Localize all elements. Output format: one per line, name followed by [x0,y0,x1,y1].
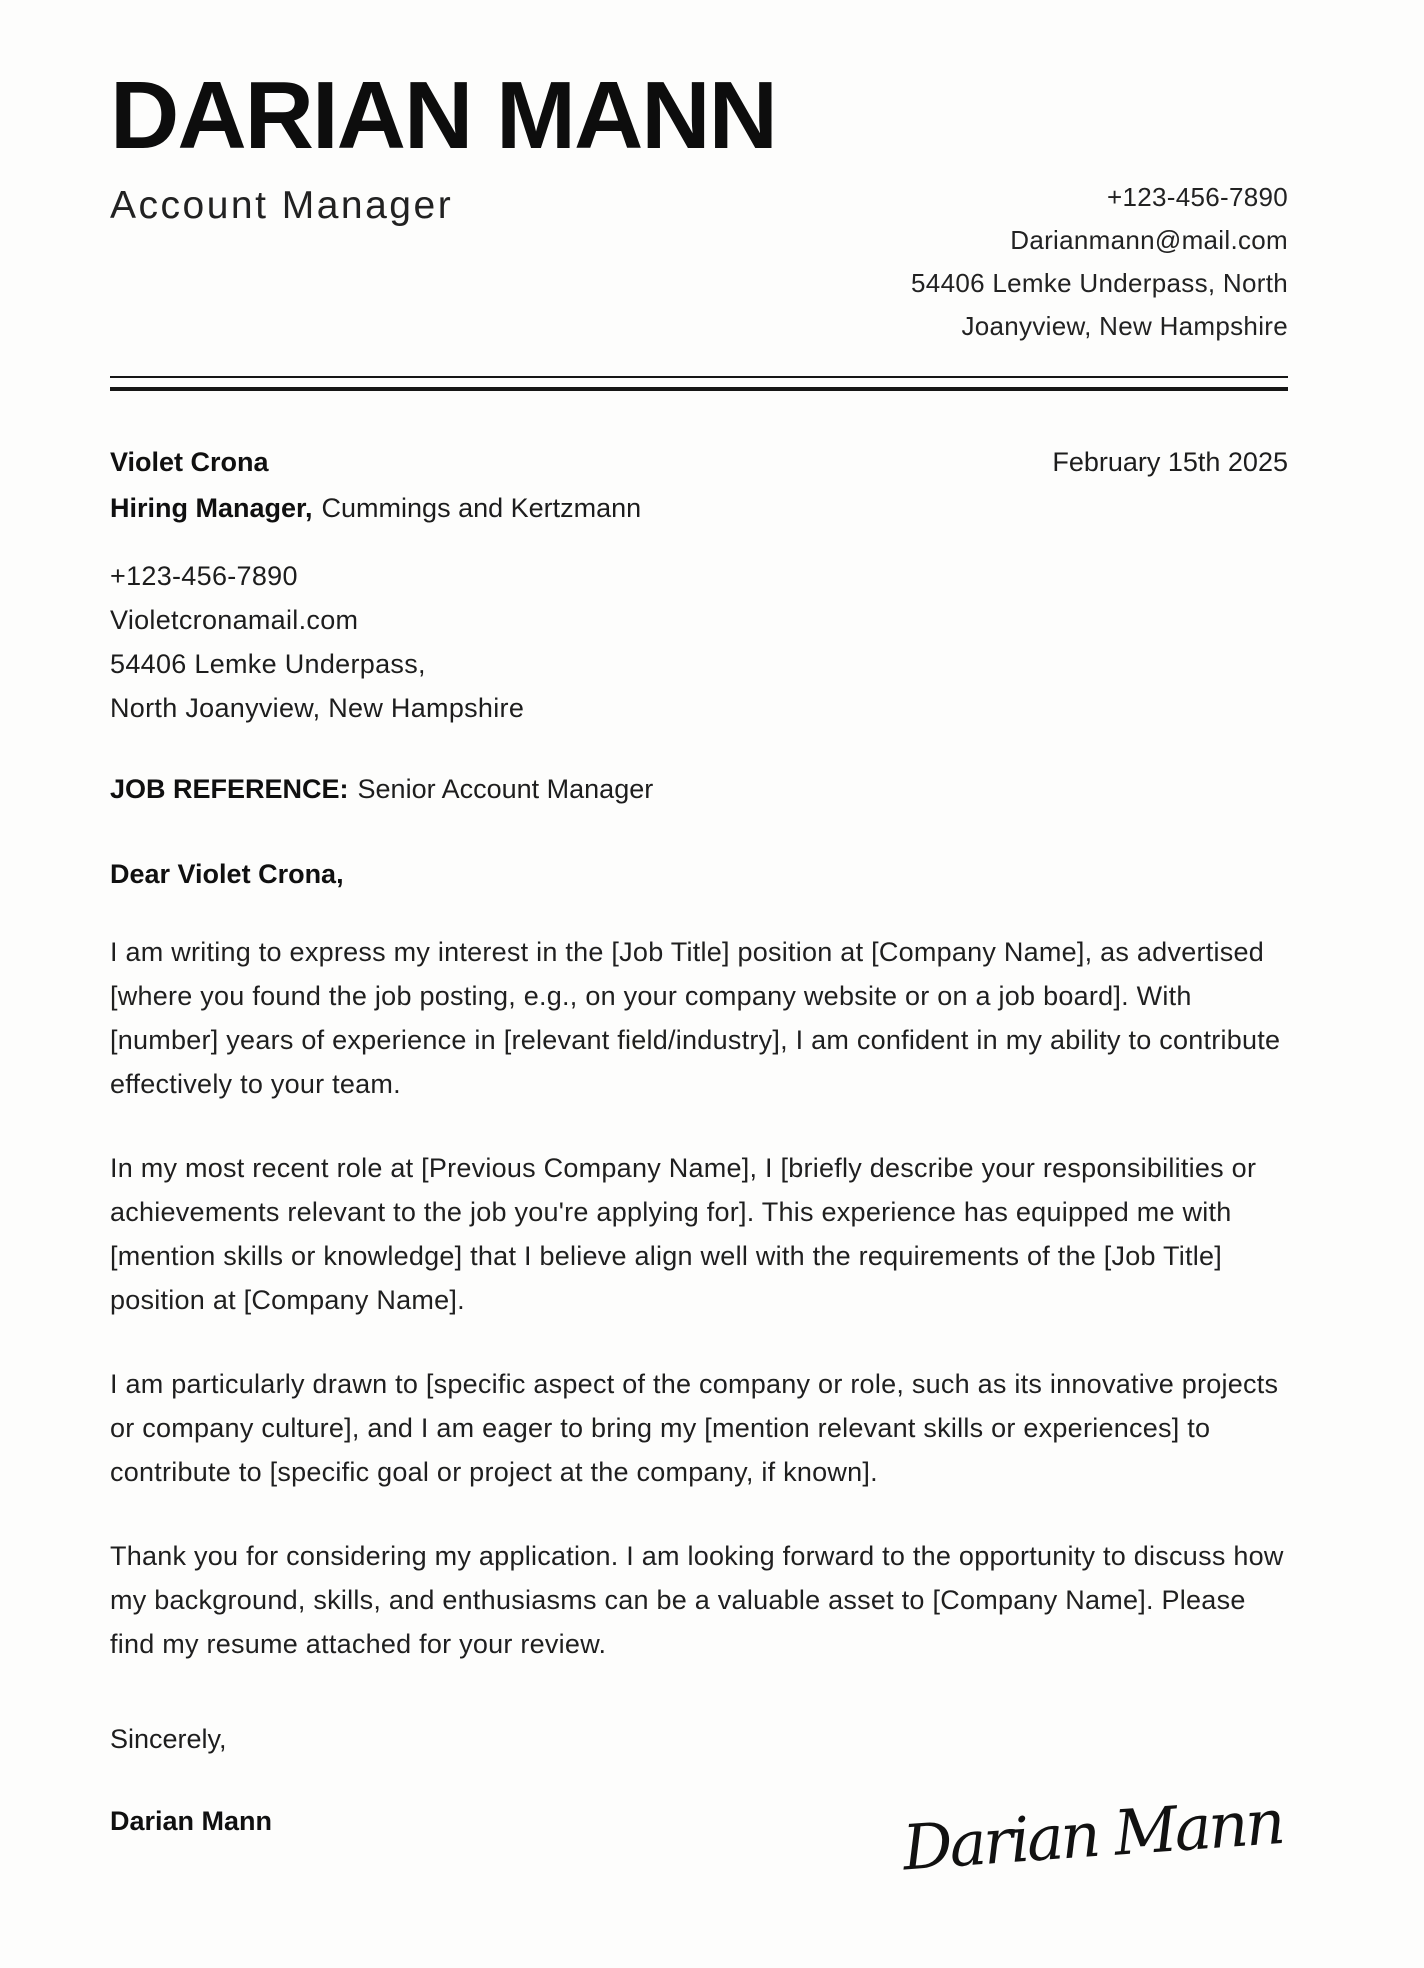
signature-printed-name: Darian Mann [110,1806,273,1836]
applicant-job-title: Account Manager [110,184,454,227]
applicant-contact-block [911,176,1288,348]
handwritten-signature: Darian Mann [900,1785,1285,1885]
recipient-name: Violet Crona [110,447,269,477]
letter-body [110,859,1288,1755]
recipient-role-row [110,493,1288,524]
job-reference-value: Senior Account Manager [357,774,654,804]
applicant-email: Darianmann@mail.com [1010,225,1288,255]
recipient-role: Hiring Manager, [110,493,313,523]
recipient-address-line-1: 54406 Lemke Underpass, [110,649,426,679]
letter-date: February 15th 2025 [1052,447,1288,477]
recipient-email: Violetcronamail.com [110,605,359,635]
letter-header [110,0,1288,348]
recipient-company: Cummings and Kertzmann [321,493,642,523]
paragraph-1: I am writing to express my interest in the [Job Title] position at [Company Name], as advertised [where you found the job posting, e.g., on your company website or on a job board]. With [number] years of experience in [relevant field/industry], I am confident in my ability to contribute effectively to your team. [110,937,1281,1099]
recipient-address-line-2: North Joanyview, New Hampshire [110,693,525,723]
applicant-address-line-1: 54406 Lemke Underpass, North [911,268,1288,298]
recipient-contact-block [110,554,1288,730]
closing-word: Sincerely, [110,1724,227,1754]
applicant-address-line-2: Joanyview, New Hampshire [961,311,1288,341]
job-reference-label: JOB REFERENCE: [110,774,349,804]
signature-row [110,1785,1288,1885]
paragraph-4: Thank you for considering my application. I am looking forward to the opportunity to discuss how my background, skills, and enthusiasms can be a valuable asset to [Company Name]. Please find my resume attached for your review. [110,1541,1284,1659]
salutation: Dear Violet Crona, [110,859,344,889]
double-rule-divider [110,376,1288,391]
applicant-phone: +123-456-7890 [1107,182,1288,212]
recipient-section [110,447,1288,805]
recipient-phone: +123-456-7890 [110,561,298,591]
recipient-date-row [110,447,1288,478]
job-reference-row [110,774,1288,805]
paragraph-2: In my most recent role at [Previous Company Name], I [briefly describe your responsibilities or achievements relevant to the job you're applying for]. This experience has equipped me with [mention skills or knowledge] that I believe align well with the requirements of the [Job Title] position at [Company Name]. [110,1153,1257,1315]
paragraph-3: I am particularly drawn to [specific aspect of the company or role, such as its innovative projects or company culture], and I am eager to bring my [mention relevant skills or experiences] to contribute to [specific goal or project at the company, if known]. [110,1369,1279,1487]
header-sub-row [110,176,1288,348]
page-title: DARIAN MANN [110,62,776,169]
